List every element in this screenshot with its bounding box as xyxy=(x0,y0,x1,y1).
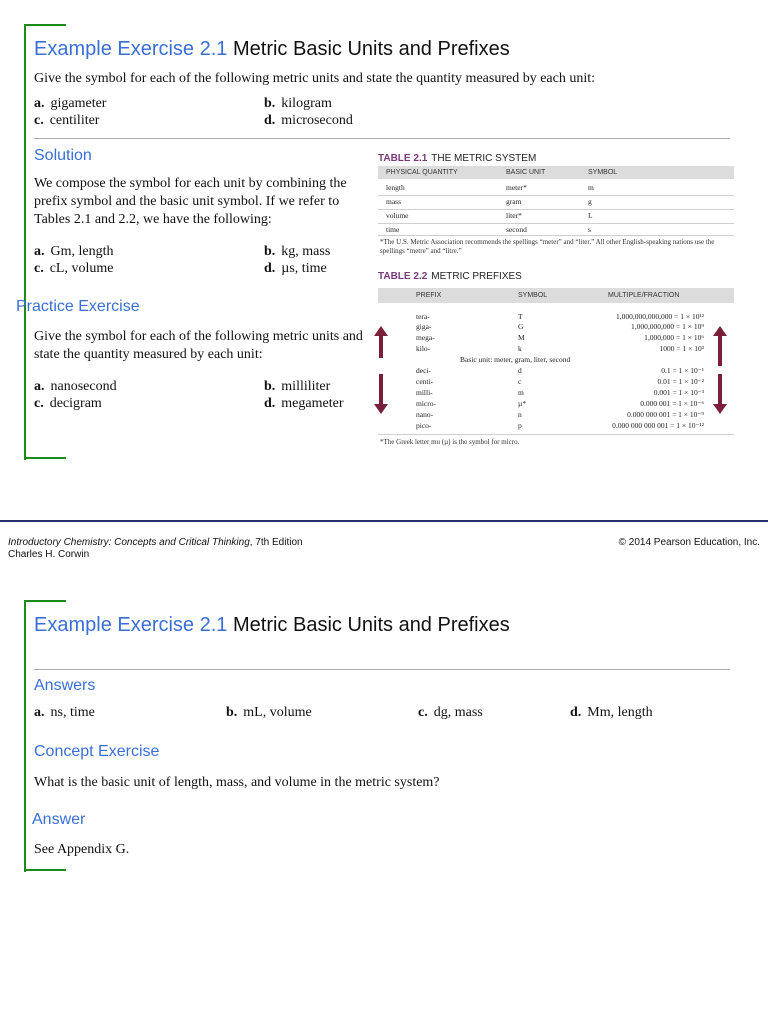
table-separator xyxy=(378,434,734,435)
table-cell: n xyxy=(518,410,522,419)
table-cell: giga- xyxy=(416,322,432,331)
bracket-top xyxy=(24,24,66,26)
table-cell: centi- xyxy=(416,377,434,386)
exercise-item-c: c. centiliter xyxy=(34,113,100,128)
table-cell: mass xyxy=(386,197,401,206)
table-cell: µ* xyxy=(518,399,527,408)
answers-heading: Answers xyxy=(34,677,96,694)
table-2-1-title: TABLE 2.1 THE METRIC SYSTEM xyxy=(378,153,537,164)
footer-copyright: © 2014 Pearson Education, Inc. xyxy=(618,537,760,548)
concept-heading: Concept Exercise xyxy=(34,743,160,760)
answer-item-d: d. Mm, length xyxy=(570,705,653,720)
table-cell: d xyxy=(518,366,522,375)
bracket-bottom xyxy=(24,457,66,459)
table-cell: 1,000,000,000 = 1 × 10⁹ xyxy=(631,322,704,331)
table-2-1-header-unit: BASIC UNIT xyxy=(506,169,546,176)
table-cell: g xyxy=(588,197,592,206)
table-separator xyxy=(378,223,734,224)
table-2-2-footnote: *The Greek letter mu (µ) is the symbol for micro. xyxy=(380,438,520,446)
table-cell: 1000 = 1 × 10³ xyxy=(659,344,704,353)
table-2-2-header-multiple: MULTIPLE/FRACTION xyxy=(608,292,680,299)
footer-book: Introductory Chemistry: Concepts and Critical Thinking, 7th Edition xyxy=(8,537,303,548)
table-2-1-header-quantity: PHYSICAL QUANTITY xyxy=(386,169,458,176)
table-2-1-footnote: *The U.S. Metric Association recommends the spellings “meter” and “liter.” All other English-speaking nations use the spellings “metre” and “litre.” xyxy=(380,238,715,255)
concept-text: What is the basic unit of length, mass, and volume in the metric system? xyxy=(34,775,440,790)
table-cell: second xyxy=(506,225,527,234)
slide-1-title: Example Exercise 2.1 Metric Basic Units and Prefixes xyxy=(34,38,510,60)
answer-item-b: b. mL, volume xyxy=(226,705,312,720)
table-cell: deci- xyxy=(416,366,431,375)
table-cell: pico- xyxy=(416,421,432,430)
table-cell: m xyxy=(588,183,594,192)
table-cell: kilo- xyxy=(416,344,431,353)
table-cell: volume xyxy=(386,211,409,220)
basic-unit-row: Basic unit: meter, gram, liter, second xyxy=(460,355,571,364)
solution-item-b: b. kg, mass xyxy=(264,244,331,259)
table-cell: T xyxy=(518,312,523,321)
exercise-prompt: Give the symbol for each of the following metric units and state the quantity measured by each unit: xyxy=(34,71,596,86)
solution-heading: Solution xyxy=(34,147,92,164)
table-2-2-header-symbol: SYMBOL xyxy=(518,292,548,299)
table-cell: m xyxy=(518,388,524,397)
practice-item-c: c. decigram xyxy=(34,396,102,411)
table-2-2-header-prefix: PREFIX xyxy=(416,292,442,299)
table-separator xyxy=(378,195,734,196)
table-cell: 0.000 000 000 001 = 1 × 10⁻¹² xyxy=(612,421,704,430)
table-cell: 1,000,000 = 1 × 10⁶ xyxy=(644,333,704,342)
table-cell: mega- xyxy=(416,333,435,342)
solution-item-a: a. Gm, length xyxy=(34,244,114,259)
table-cell: 0.001 = 1 × 10⁻³ xyxy=(653,388,704,397)
table-cell: L xyxy=(588,211,593,220)
bracket-bottom xyxy=(24,869,66,871)
table-cell: c xyxy=(518,377,522,386)
answer-heading: Answer xyxy=(32,811,86,828)
table-cell: milli- xyxy=(416,388,433,397)
arrow-down-left-icon xyxy=(374,374,388,414)
bracket-left xyxy=(24,24,26,460)
table-cell: 0.000 000 001 = 1 × 10⁻⁹ xyxy=(627,410,704,419)
table-cell: 0.1 = 1 × 10⁻¹ xyxy=(661,366,704,375)
table-cell: length xyxy=(386,183,405,192)
table-2-1-header xyxy=(378,166,734,179)
answer-item-a: a. ns, time xyxy=(34,705,95,720)
table-cell: G xyxy=(518,322,524,331)
table-2-2-header xyxy=(378,288,734,303)
practice-heading: Practice Exercise xyxy=(16,298,140,315)
footer-author: Charles H. Corwin xyxy=(8,549,90,560)
table-cell: micro- xyxy=(416,399,436,408)
table-2-1-header-symbol: SYMBOL xyxy=(588,169,618,176)
exercise-item-a: a. gigameter xyxy=(34,96,107,111)
table-separator xyxy=(378,209,734,210)
slide-1-divider xyxy=(34,138,730,139)
slide-divider xyxy=(0,520,768,522)
solution-item-c: c. cL, volume xyxy=(34,261,114,276)
solution-text: We compose the symbol for each unit by combining the prefix symbol and the basic unit symbol. If we refer to Tables 2.1 and 2.2, we have the following: xyxy=(34,176,347,227)
practice-text: Give the symbol for each of the following metric units and state the quantity measured by each unit: xyxy=(34,329,363,362)
table-cell: 1,000,000,000,000 = 1 × 10¹² xyxy=(616,312,704,321)
table-2-2-title: TABLE 2.2 METRIC PREFIXES xyxy=(378,271,522,282)
practice-item-d: d. megameter xyxy=(264,396,344,411)
table-cell: liter* xyxy=(506,211,522,220)
practice-item-a: a. nanosecond xyxy=(34,379,117,394)
table-cell: 0.01 = 1 × 10⁻² xyxy=(657,377,704,386)
slide-2-divider xyxy=(34,669,730,670)
arrow-up-right-icon xyxy=(713,326,727,366)
table-cell: meter* xyxy=(506,183,527,192)
table-cell: 0.000 001 = 1 × 10⁻⁶ xyxy=(640,399,704,408)
solution-item-d: d. µs, time xyxy=(264,261,327,276)
table-cell: tera- xyxy=(416,312,430,321)
bracket-left xyxy=(24,600,26,872)
table-cell: k xyxy=(518,344,522,353)
table-cell: p xyxy=(518,421,522,430)
answer-text: See Appendix G. xyxy=(34,842,130,857)
arrow-up-left-icon xyxy=(374,326,388,358)
table-cell: gram xyxy=(506,197,522,206)
table-cell: time xyxy=(386,225,400,234)
table-cell: nano- xyxy=(416,410,434,419)
table-cell: s xyxy=(588,225,591,234)
slide-2-title: Example Exercise 2.1 Metric Basic Units and Prefixes xyxy=(34,614,510,636)
answer-item-c: c. dg, mass xyxy=(418,705,483,720)
arrow-down-right-icon xyxy=(713,374,727,414)
exercise-item-b: b. kilogram xyxy=(264,96,332,111)
practice-item-b: b. milliliter xyxy=(264,379,331,394)
exercise-item-d: d. microsecond xyxy=(264,113,353,128)
table-separator xyxy=(378,235,734,236)
bracket-top xyxy=(24,600,66,602)
table-cell: M xyxy=(518,333,525,342)
